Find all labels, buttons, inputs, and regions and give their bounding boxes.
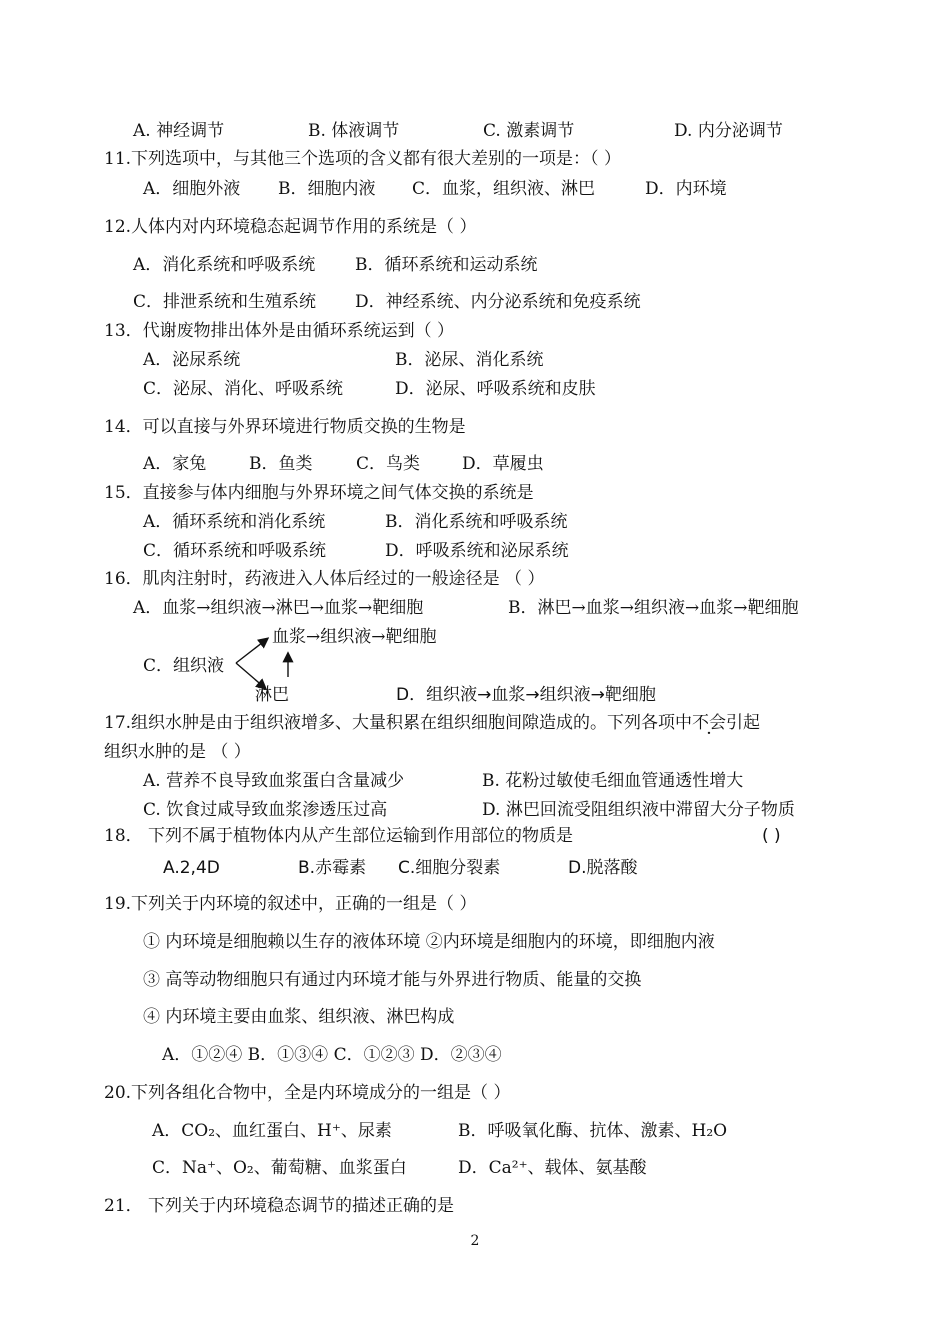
q11-stem: 11.下列选项中，与其他三个选项的含义都有很大差别的一项是：（ ）	[104, 149, 621, 169]
q18-option-c: C.细胞分裂素	[398, 858, 501, 878]
q17-stem-line1	[104, 712, 760, 734]
arrow-to-lymph	[236, 663, 265, 688]
q15-stem: 15．直接参与体内细胞与外界环境之间气体交换的系统是	[104, 483, 534, 503]
q15-option-c: C．循环系统和呼吸系统	[143, 541, 327, 561]
q14-option-c: C．鸟类	[356, 454, 421, 474]
page-number: 2	[470, 1233, 480, 1249]
q18-answer-paren: ( )	[762, 826, 781, 846]
q13-option-d: D．泌尿、呼吸系统和皮肤	[395, 379, 596, 399]
q19-statement-3: ③ 高等动物细胞只有通过内环境才能与外界进行物质、能量的交换	[143, 970, 642, 990]
q18-stem: 18． 下列不属于植物体内从产生部位运输到作用部位的物质是	[104, 826, 574, 846]
q20-option-c: C．Na⁺、O₂、葡萄糖、血浆蛋白	[152, 1158, 407, 1178]
q12-stem: 12.人体内对内环境稳态起调节作用的系统是（ ）	[104, 217, 477, 237]
q11-option-c: C．血浆，组织液、淋巴	[412, 179, 596, 199]
q16-option-c-label: C．组织液	[143, 656, 225, 676]
q19-options: A．①②④ B．①③④ C．①②③ D．②③④	[162, 1045, 502, 1065]
q12-option-b: B．循环系统和运动系统	[355, 255, 538, 275]
q20-option-d: D．Ca²⁺、载体、氨基酸	[458, 1158, 647, 1178]
q17-stem-line2: 组织水肿的是 （ ）	[104, 742, 251, 762]
q12-option-d: D．神经系统、内分泌系统和免疫系统	[355, 292, 641, 312]
q19-statement-1-2: ① 内环境是细胞赖以生存的液体环境 ②内环境是细胞内的环境，即细胞内液	[143, 932, 715, 952]
q10-option-a: A. 神经调节	[133, 121, 225, 141]
q10-option-b: B. 体液调节	[308, 121, 400, 141]
q20-option-b: B．呼吸氧化酶、抗体、激素、H₂O	[458, 1121, 728, 1141]
q14-stem: 14．可以直接与外界环境进行物质交换的生物是	[104, 417, 466, 437]
q17-option-d: D. 淋巴回流受阻组织液中滞留大分子物质	[482, 800, 795, 820]
q11-option-d: D．内环境	[645, 179, 727, 199]
q18-option-b: B.赤霉素	[298, 858, 367, 878]
q13-stem: 13．代谢废物排出体外是由循环系统运到（ ）	[104, 321, 455, 341]
q21-stem: 21． 下列关于内环境稳态调节的描述正确的是	[104, 1196, 455, 1216]
q17-stem-emphasis: 不会	[692, 713, 727, 733]
q16-option-a: A．血浆→组织液→淋巴→血浆→靶细胞	[133, 598, 424, 618]
arrow-to-plasma	[236, 639, 267, 663]
q18-option-a: A.2,4D	[163, 858, 220, 878]
q20-option-a: A．CO₂、血红蛋白、H⁺、尿素	[152, 1121, 392, 1141]
q10-option-c: C. 激素调节	[483, 121, 575, 141]
q16-stem: 16．肌肉注射时，药液进入人体后经过的一般途径是 （ ）	[104, 569, 545, 589]
q17-option-b: B. 花粉过敏使毛细血管通透性增大	[482, 771, 744, 791]
q17-stem-post: 引起	[726, 713, 761, 733]
q16-option-b: B．淋巴→血浆→组织液→血浆→靶细胞	[508, 598, 799, 618]
q16-option-c-top: 血浆→组织液→靶细胞	[272, 627, 437, 647]
q16-option-d: D．组织液→血浆→组织液→靶细胞	[396, 685, 656, 705]
q16-option-c-bottom: 淋巴	[255, 685, 289, 705]
q15-option-d: D．呼吸系统和泌尿系统	[385, 541, 569, 561]
q17-option-a: A. 营养不良导致血浆蛋白含量减少	[143, 771, 405, 791]
q18-option-d: D.脱落酸	[568, 858, 638, 878]
q15-option-b: B．消化系统和呼吸系统	[385, 512, 568, 532]
q17-stem-pre: 17.组织水肿是由于组织液增多、大量积累在组织细胞间隙造成的。下列各项中	[104, 713, 693, 733]
q12-option-c: C．排泄系统和生殖系统	[133, 292, 317, 312]
q14-option-d: D．草履虫	[462, 454, 544, 474]
q11-option-b: B．细胞内液	[278, 179, 376, 199]
q11-option-a: A．细胞外液	[143, 179, 241, 199]
q14-option-b: B．鱼类	[249, 454, 313, 474]
q13-option-a: A．泌尿系统	[143, 350, 241, 370]
q17-option-c: C. 饮食过咸导致血浆渗透压过高	[143, 800, 388, 820]
q14-option-a: A．家兔	[143, 454, 207, 474]
q19-stem: 19.下列关于内环境的叙述中，正确的一组是（ ）	[104, 894, 477, 914]
q13-option-b: B．泌尿、消化系统	[395, 350, 544, 370]
q20-stem: 20.下列各组化合物中，全是内环境成分的一组是（ ）	[104, 1083, 511, 1103]
q10-option-d: D. 内分泌调节	[674, 121, 783, 141]
q13-option-c: C．泌尿、消化、呼吸系统	[143, 379, 344, 399]
q12-option-a: A．消化系统和呼吸系统	[133, 255, 316, 275]
q15-option-a: A．循环系统和消化系统	[143, 512, 326, 532]
q19-statement-4: ④ 内环境主要由血浆、组织液、淋巴构成	[143, 1007, 455, 1027]
